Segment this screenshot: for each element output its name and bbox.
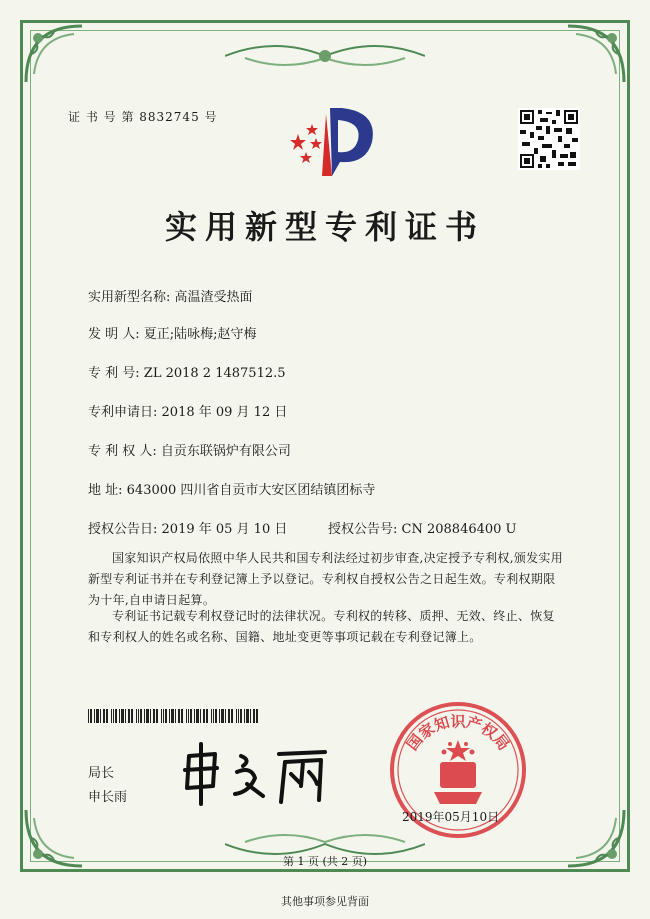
certificate-title: 实用新型专利证书 (164, 208, 485, 246)
field-label: 授权公告日: (88, 522, 158, 537)
body-paragraph-1: 国家知识产权局依照中华人民共和国专利法经过初步审查,决定授予专利权,颁发实用新型专利证书并在专利登记簿上予以登记。专利权自授权公告之日起生效。专利权期限为十年,自申请日起算。 (88, 551, 564, 607)
field-label: 实用新型名称: (88, 290, 171, 305)
barcode-icon (88, 709, 258, 723)
field-label: 地 址: (88, 483, 123, 498)
director-signature (175, 738, 335, 808)
field-value: 643000 四川省自贡市大安区团结镇团标寺 (126, 483, 376, 498)
field-label: 专 利 权 人: (88, 444, 157, 459)
field-address (88, 479, 375, 498)
field-patent-number (88, 362, 286, 381)
certificate-number: 证 书 号 第 8832745 号 (68, 110, 218, 124)
director-name: 申长雨 (88, 790, 128, 805)
field-value: 自贡东联锅炉有限公司 (160, 444, 291, 459)
footer-note: 其他事项参见背面 (281, 895, 369, 908)
field-value: 2018 年 09 月 12 日 (161, 405, 288, 420)
cnipa-logo-icon (282, 100, 382, 182)
field-value: 2019 年 05 月 10 日 (161, 522, 288, 537)
field-label: 专利申请日: (88, 405, 158, 420)
seal-text: 国家知识产权局 (403, 712, 513, 754)
field-grant-date (88, 518, 287, 537)
corner-ornament-top-left (24, 24, 84, 84)
field-value: 夏正;陆咏梅;赵守梅 (143, 327, 257, 342)
body-paragraph-2: 专利证书记载专利权登记时的法律状况。专利权的转移、质押、无效、终止、恢复和专利权人的姓名或名称、国籍、地址变更等事项记载在专利登记簿上。 (88, 609, 555, 644)
field-label: 授权公告号: (328, 522, 398, 537)
page-number: 第 1 页 (共 2 页) (282, 855, 368, 868)
field-value: CN 208846400 U (401, 522, 517, 537)
field-grant-publication-number (328, 518, 517, 537)
corner-ornament-top-right (566, 24, 626, 84)
field-label: 专 利 号: (88, 366, 140, 381)
field-value: 高温渣受热面 (174, 290, 253, 305)
top-border-ornament (225, 36, 425, 76)
director-title: 局长 (88, 766, 115, 781)
field-inventor (88, 323, 257, 342)
field-value: ZL 2018 2 1487512.5 (143, 366, 286, 381)
field-patentee (88, 440, 291, 459)
qr-code-icon (518, 108, 580, 170)
field-utility-model-name (88, 286, 253, 305)
seal-date: 2019年05月10日 (402, 810, 500, 824)
field-filing-date (88, 401, 287, 420)
field-label: 发 明 人: (88, 327, 140, 342)
